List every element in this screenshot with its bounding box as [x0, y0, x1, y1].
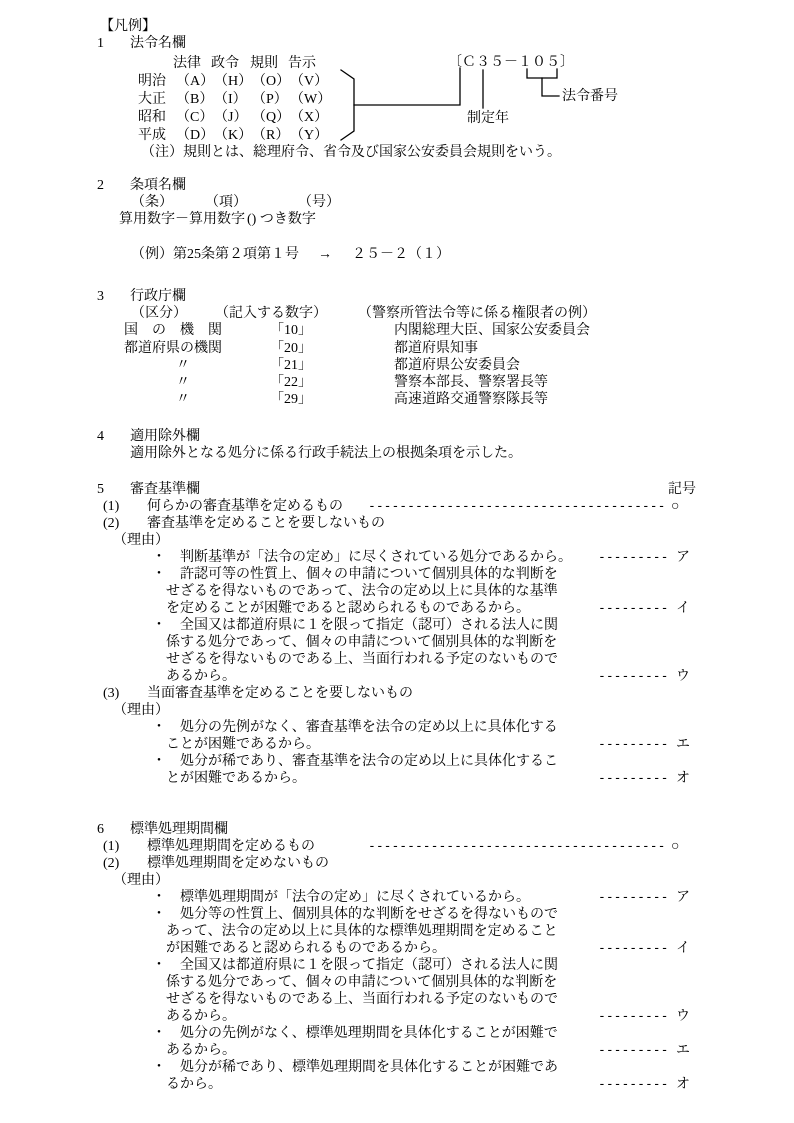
era-label: 昭和: [138, 110, 166, 125]
line: 審査基準を定めることを要しないもの: [147, 516, 385, 531]
item-num: (2): [103, 516, 120, 531]
sec-num: 6: [97, 822, 104, 837]
table-cell: 「22」: [270, 375, 312, 390]
dash-leader: --------------------------------------: [368, 499, 666, 514]
line: 処分の先例がなく、標準処理期間を具体化することが困難で: [180, 1026, 558, 1041]
law-type-header: 政令: [211, 56, 239, 71]
line: 処分の先例がなく、審査基準を法令の定め以上に具体化する: [180, 720, 558, 735]
circle-mark: ○: [671, 499, 680, 514]
dash-leader: ---------: [598, 601, 669, 616]
bullet: ・: [152, 618, 166, 633]
dash-leader: ---------: [598, 1043, 669, 1058]
line: あるから。: [166, 1043, 236, 1058]
bullet: ・: [152, 907, 166, 922]
line: 係する処分であって、個々の申請について個別具体的な判断を: [166, 975, 558, 990]
sec-title: 条項名欄: [130, 178, 186, 193]
item-num: (2): [103, 856, 120, 871]
item-num: (1): [103, 499, 120, 514]
line: 処分が稀であり、審査基準を法令の定め以上に具体化するこ: [180, 754, 558, 769]
era-cell: （W）: [290, 92, 332, 107]
sec-title: 標準処理期間欄: [130, 822, 228, 837]
sec-title: 審査基準欄: [130, 482, 200, 497]
sec-num: 3: [97, 289, 104, 304]
dash-leader: --------------------------------------: [368, 839, 666, 854]
symbol-mark: イ: [676, 941, 690, 956]
table-cell: 〃: [176, 392, 190, 407]
col-header: （区分）: [131, 306, 187, 321]
table-cell: 国 の 機 関: [124, 323, 222, 338]
era-cell: （X）: [290, 110, 329, 125]
dash-leader: ---------: [598, 941, 669, 956]
dash-leader: ---------: [598, 550, 669, 565]
col-header: （号）: [298, 195, 340, 210]
era-code-sample: 〔Ｃ３５－１０５〕: [448, 55, 574, 70]
bullet: ・: [152, 720, 166, 735]
line: 全国又は都道府県に１を限って指定（認可）される法人に関: [180, 958, 558, 973]
example: （例）第25条第２項第１号: [131, 247, 299, 262]
law-type-header: 規則: [250, 56, 278, 71]
table-cell: 都道府県の機関: [124, 341, 222, 356]
line: あるから。: [166, 1009, 236, 1024]
line: 当面審査基準を定めることを要しないもの: [147, 686, 413, 701]
symbol-mark: オ: [676, 1077, 690, 1092]
diagram-connector-line: [354, 68, 460, 105]
dash-leader: ---------: [598, 1009, 669, 1024]
era-cell: （P）: [252, 92, 288, 107]
era-cell: （Q）: [252, 110, 291, 125]
era-cell: （B）: [176, 92, 214, 107]
line: （理由）: [113, 873, 169, 888]
symbol-mark: ア: [676, 550, 690, 565]
bullet: ・: [152, 890, 166, 905]
era-cell: （O）: [252, 74, 291, 89]
table-cell: 「29」: [270, 392, 312, 407]
bullet: ・: [152, 1026, 166, 1041]
line: 標準処理期間を定めるもの: [147, 839, 315, 854]
sec-num: 1: [97, 36, 104, 51]
dash-leader: ---------: [598, 669, 669, 684]
item-num: (3): [103, 686, 120, 701]
bullet: ・: [152, 754, 166, 769]
sec-title: 法令名欄: [130, 36, 186, 51]
table-cell: 都道府県知事: [394, 341, 478, 356]
item-num: (1): [103, 839, 120, 854]
law-type-header: 法律: [173, 56, 201, 71]
era-cell: （C）: [176, 110, 214, 125]
table-cell: 内閣総理大臣、国家公安委員会: [394, 323, 590, 338]
diagram-connector-line: [542, 78, 559, 96]
line: 標準処理期間が「法令の定め」に尽くされているから。: [180, 890, 530, 905]
enactment-year-label: 制定年: [467, 111, 509, 126]
bullet: ・: [152, 567, 166, 582]
table-cell: 高速道路交通警察隊長等: [394, 392, 548, 407]
era-cell: （H）: [214, 74, 253, 89]
era-cell: （A）: [176, 74, 215, 89]
col-header: （条）: [131, 195, 173, 210]
line: 許認可等の性質上、個々の申請について個別具体的な判断を: [180, 567, 558, 582]
sec-title: 適用除外欄: [130, 429, 200, 444]
dash-leader: ---------: [598, 1077, 669, 1092]
line: () つき数字: [247, 212, 316, 227]
table-cell: 〃: [176, 375, 190, 390]
table-cell: 「10」: [270, 323, 312, 338]
line: 係する処分であって、個々の申請について個別具体的な判断を: [166, 635, 558, 650]
dash-leader: ---------: [598, 771, 669, 786]
line: 算用数字－算用数字: [119, 212, 245, 227]
table-cell: 警察本部長、警察署長等: [394, 375, 548, 390]
era-label: 大正: [138, 92, 166, 107]
line: せざるを得ないものであって、法令の定め以上に具体的な基準: [166, 584, 558, 599]
line: 処分が稀であり、標準処理期間を具体化することが困難であ: [180, 1060, 558, 1075]
table-cell: 「21」: [270, 358, 312, 373]
era-cell: （Y）: [290, 128, 329, 143]
symbol-mark: エ: [676, 737, 690, 752]
line: 何らかの審査基準を定めるもの: [147, 499, 343, 514]
line: せざるを得ないものである上、当面行われる予定のないもので: [166, 992, 558, 1007]
circle-mark: ○: [671, 839, 680, 854]
line: （理由）: [113, 703, 169, 718]
line: せざるを得ないものである上、当面行われる予定のないもので: [166, 652, 558, 667]
era-label: 平成: [138, 128, 166, 143]
symbol-mark: ア: [676, 890, 690, 905]
table-cell: 都道府県公安委員会: [394, 358, 520, 373]
line: 適用除外となる処分に係る行政手続法上の根拠条項を示した。: [130, 446, 522, 461]
line: 全国又は都道府県に１を限って指定（認可）される法人に関: [180, 618, 558, 633]
dash-leader: ---------: [598, 737, 669, 752]
sec-num: 4: [97, 429, 104, 444]
law-type-header: 告示: [288, 56, 316, 71]
bullet: ・: [152, 1060, 166, 1075]
line: あって、法令の定め以上に具体的な標準処理期間を定めること: [166, 924, 558, 939]
line: るから。: [166, 1077, 222, 1092]
era-cell: （V）: [290, 74, 329, 89]
line: 標準処理期間を定めないもの: [147, 856, 329, 871]
era-cell: （K）: [214, 128, 253, 143]
era-label: 明治: [138, 74, 166, 89]
era-cell: （D）: [176, 128, 215, 143]
table-cell: 「20」: [270, 341, 312, 356]
era-cell: （I）: [214, 92, 247, 107]
sec-title: 行政庁欄: [130, 289, 186, 304]
line: 判断基準が「法令の定め」に尽くされている処分であるから。: [180, 550, 572, 565]
sec-num: 2: [97, 178, 104, 193]
law-number-label: 法令番号: [562, 89, 618, 104]
symbol-mark: イ: [676, 601, 690, 616]
line: 処分等の性質上、個別具体的な判断をせざるを得ないもので: [180, 907, 558, 922]
line: が困難であると認められるものであるから。: [166, 941, 446, 956]
example-result: ２５－２（１）: [352, 247, 450, 262]
line: あるから。: [166, 669, 236, 684]
line: ことが困難であるから。: [166, 737, 320, 752]
symbol-mark: ウ: [676, 669, 690, 684]
col-header: （記入する数字）: [215, 306, 327, 321]
arrow: →: [318, 247, 332, 262]
line: を定めることが困難であると認められるものであるから。: [166, 601, 530, 616]
symbol-mark: オ: [676, 771, 690, 786]
symbol-mark: ウ: [676, 1009, 690, 1024]
line: （理由）: [113, 533, 169, 548]
symbol-column-header: 記号: [668, 482, 696, 497]
dash-leader: ---------: [598, 890, 669, 905]
diagram-connector-line: [341, 70, 354, 140]
col-header: （警察所管法令等に係る権限者の例）: [358, 306, 596, 321]
line: とが困難であるから。: [166, 771, 306, 786]
symbol-mark: エ: [676, 1043, 690, 1058]
sec-num: 5: [97, 482, 104, 497]
era-cell: （J）: [214, 110, 248, 125]
legend-title: 【凡例】: [100, 19, 156, 34]
bullet: ・: [152, 958, 166, 973]
era-cell: （R）: [252, 128, 290, 143]
bullet: ・: [152, 550, 166, 565]
note: （注）規則とは、総理府令、省令及び国家公安委員会規則をいう。: [141, 145, 561, 160]
table-cell: 〃: [176, 358, 190, 373]
col-header: （項）: [205, 195, 247, 210]
